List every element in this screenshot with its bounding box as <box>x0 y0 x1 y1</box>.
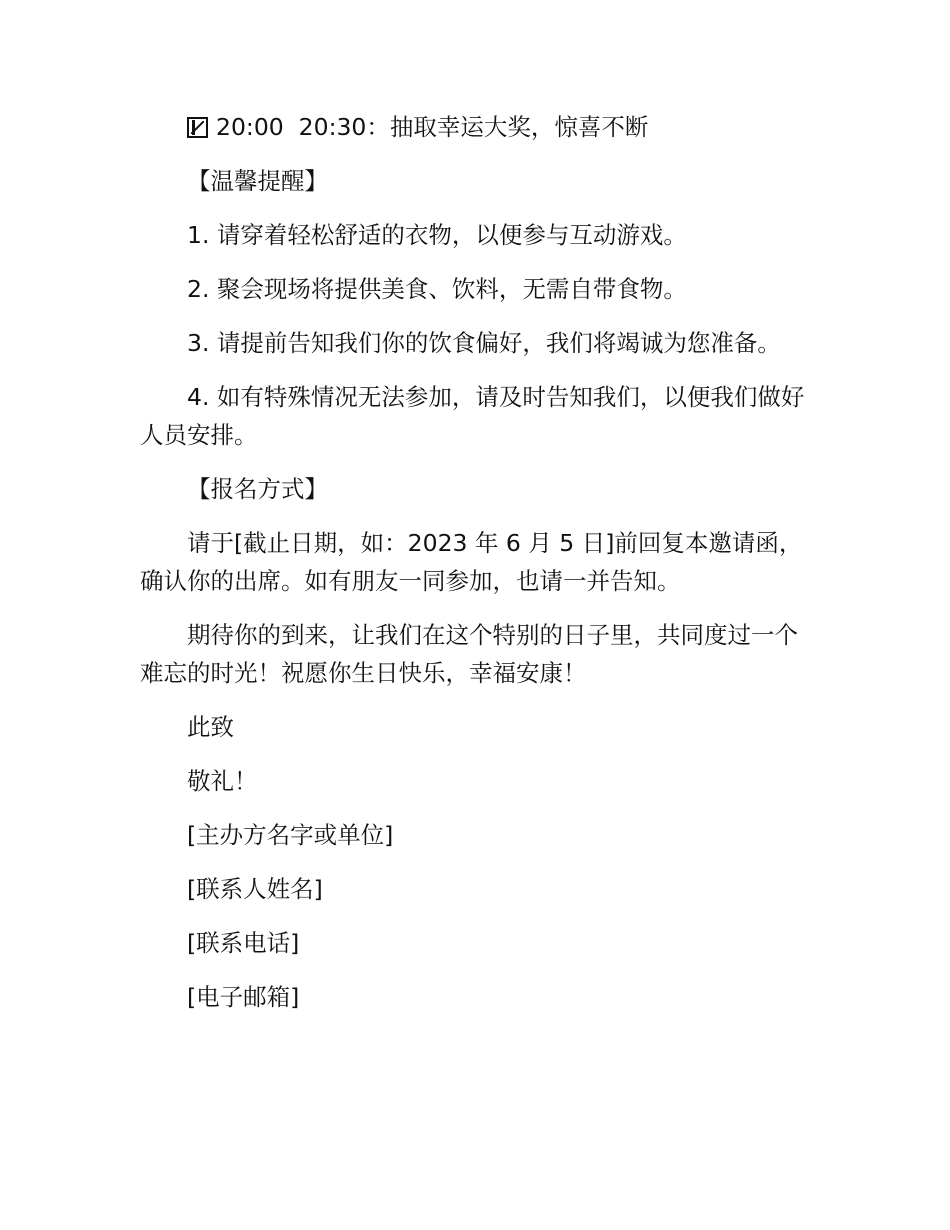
registration-heading: 【报名方式】 <box>187 475 328 503</box>
signature-email: [电子邮箱] <box>187 983 300 1011</box>
salutation-line-1: 此致 <box>187 713 234 741</box>
reminder-heading: 【温馨提醒】 <box>187 167 328 195</box>
schedule-item-icon <box>187 117 208 138</box>
salutation-line-2: 敬礼！ <box>187 767 258 795</box>
closing-text: 期待你的到来，让我们在这个特别的日子里，共同度过一个难忘的时光！祝愿你生日快乐，幸福安康！ <box>140 621 798 687</box>
schedule-item <box>140 108 812 146</box>
reminder-item-4: 4. 如有特殊情况无法参加，请及时告知我们，以便我们做好人员安排。 <box>140 383 805 449</box>
signature-contact-name: [联系人姓名] <box>187 875 323 903</box>
reminder-item-2: 2. 聚会现场将提供美食、饮料，无需自带食物。 <box>187 275 687 303</box>
signature-contact-phone: [联系电话] <box>187 929 300 957</box>
schedule-item-text: 20:00 20:30：抽取幸运大奖，惊喜不断 <box>216 113 649 141</box>
reminder-item-3: 3. 请提前告知我们你的饮食偏好，我们将竭诚为您准备。 <box>187 329 781 357</box>
registration-text: 请于[截止日期，如：2023 年 6 月 5 日]前回复本邀请函，确认你的出席。如有朋友一同参加，也请一并告知。 <box>140 529 803 595</box>
signature-organizer: [主办方名字或单位] <box>187 821 394 849</box>
reminder-item-1: 1. 请穿着轻松舒适的衣物，以便参与互动游戏。 <box>187 221 687 249</box>
document-body <box>140 108 812 1032</box>
